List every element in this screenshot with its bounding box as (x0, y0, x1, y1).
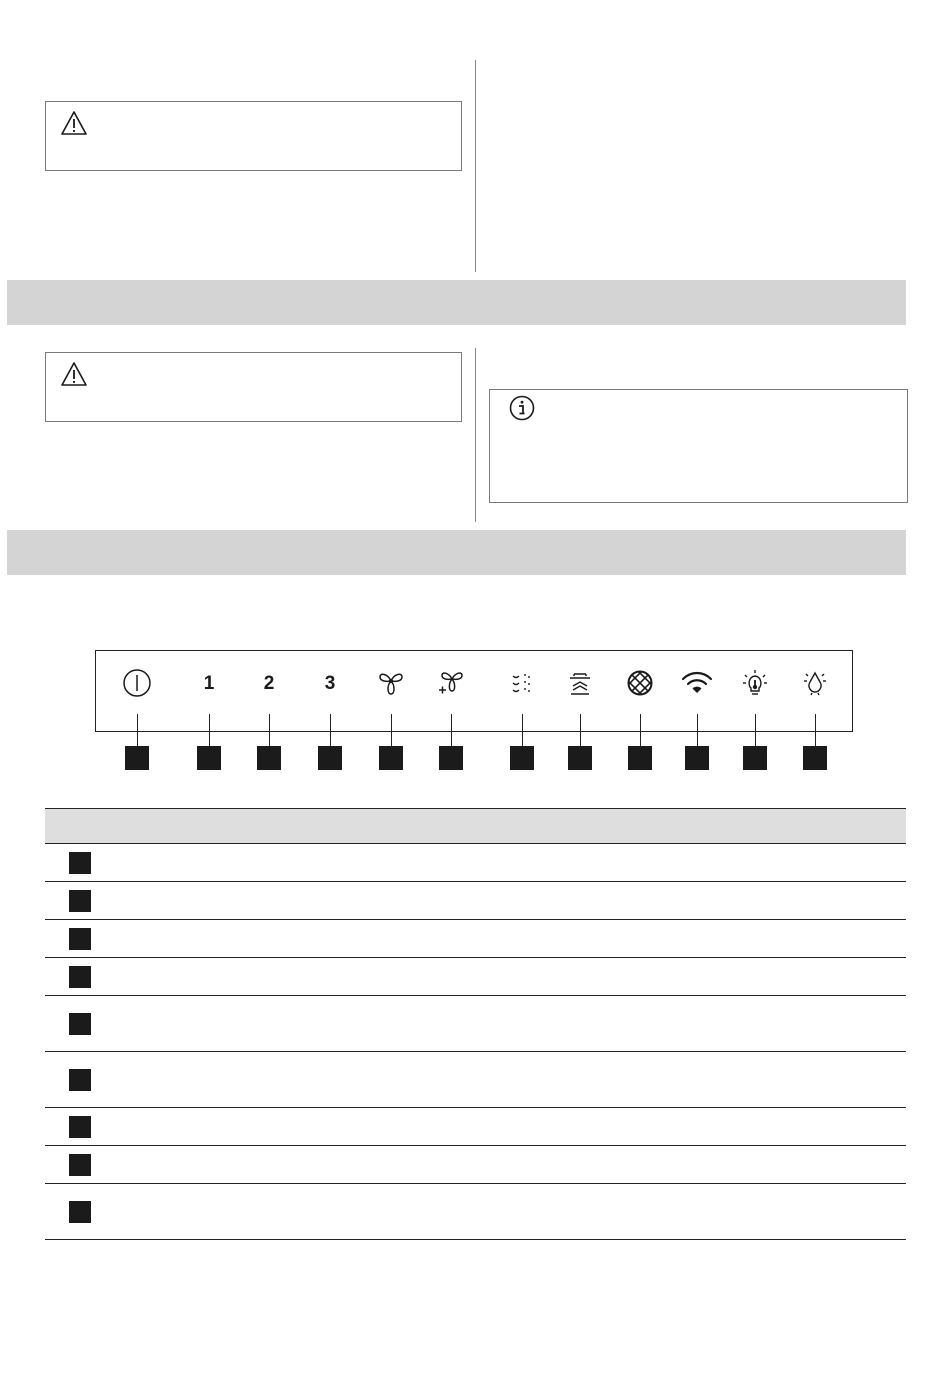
table-row (45, 996, 906, 1052)
row-marker (69, 1116, 91, 1138)
info-box (489, 389, 908, 503)
leader-line (451, 714, 452, 746)
table-row (45, 1184, 906, 1240)
section-header-band-2 (7, 530, 906, 575)
warning-icon (60, 361, 88, 387)
callout-marker (628, 746, 652, 770)
power-icon (119, 665, 155, 701)
leader-line (755, 714, 756, 746)
callout-marker (197, 746, 221, 770)
leader-line (815, 714, 816, 746)
row-marker (69, 928, 91, 950)
row-marker (69, 852, 91, 874)
column-divider-1 (475, 60, 476, 272)
row-marker (69, 1154, 91, 1176)
filter-icon (622, 665, 658, 701)
table-row (45, 882, 906, 920)
table-row (45, 844, 906, 882)
speed-1-label: 1 (203, 672, 215, 694)
callout-marker (803, 746, 827, 770)
row-marker (69, 966, 91, 988)
callout-marker (743, 746, 767, 770)
callout-marker (685, 746, 709, 770)
leader-line (697, 714, 698, 746)
row-marker (69, 890, 91, 912)
table-row (45, 1108, 906, 1146)
wifi-icon (679, 665, 715, 701)
callout-marker (257, 746, 281, 770)
table-row (45, 1052, 906, 1108)
row-marker (69, 1201, 91, 1223)
leader-line (137, 714, 138, 746)
fan-plus-icon (433, 665, 469, 701)
warning-box-1 (45, 101, 462, 171)
light-icon (797, 665, 833, 701)
leader-line (269, 714, 270, 746)
row-marker (69, 1013, 91, 1035)
warning-box-2 (45, 352, 462, 422)
callout-marker (125, 746, 149, 770)
callout-marker (439, 746, 463, 770)
section-header-band-1 (7, 280, 906, 325)
leader-line (330, 714, 331, 746)
light-temperature-icon (737, 665, 773, 701)
leader-line (391, 714, 392, 746)
speed-2-label: 2 (263, 672, 275, 694)
fan-icon (373, 665, 409, 701)
info-icon (508, 394, 536, 422)
callout-marker (510, 746, 534, 770)
speed-3-label: 3 (324, 672, 336, 694)
table-header (45, 808, 906, 844)
table-row (45, 1146, 906, 1184)
callout-marker (568, 746, 592, 770)
breeze-icon (504, 665, 540, 701)
hob-to-hood-icon (562, 665, 598, 701)
leader-line (640, 714, 641, 746)
table-row (45, 920, 906, 958)
warning-icon (60, 110, 88, 136)
callout-marker (318, 746, 342, 770)
callout-marker (379, 746, 403, 770)
leader-line (580, 714, 581, 746)
table-row (45, 958, 906, 996)
row-marker (69, 1069, 91, 1091)
column-divider-2 (475, 348, 476, 522)
leader-line (522, 714, 523, 746)
leader-line (209, 714, 210, 746)
